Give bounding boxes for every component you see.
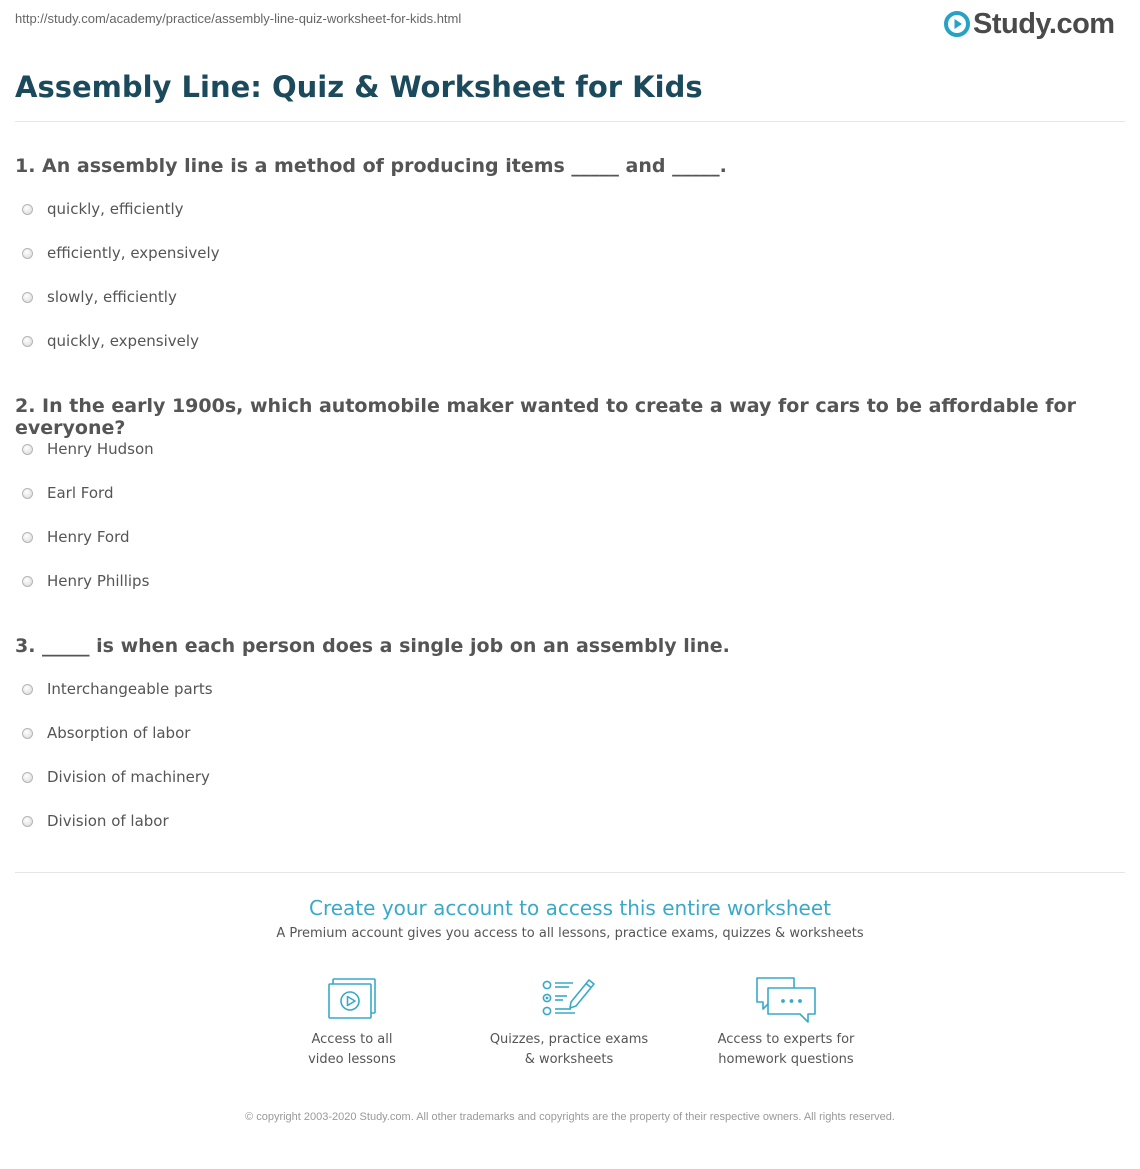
play-circle-icon bbox=[944, 11, 970, 37]
choice-1a[interactable] bbox=[22, 200, 184, 218]
choice-1c[interactable] bbox=[22, 288, 177, 306]
radio-button[interactable] bbox=[22, 816, 33, 827]
choice-2d[interactable] bbox=[22, 572, 149, 590]
choice-label: efficiently, expensively bbox=[47, 244, 220, 262]
choice-1b[interactable] bbox=[22, 244, 220, 262]
feature-label: Access to all video lessons bbox=[308, 1032, 396, 1067]
choice-label: Earl Ford bbox=[47, 484, 114, 502]
radio-button[interactable] bbox=[22, 444, 33, 455]
radio-button[interactable] bbox=[22, 292, 33, 303]
cta-divider bbox=[15, 872, 1125, 873]
choice-3b[interactable] bbox=[22, 724, 190, 742]
choice-label: Henry Hudson bbox=[47, 440, 154, 458]
choice-label: Division of machinery bbox=[47, 768, 210, 786]
choice-3c[interactable] bbox=[22, 768, 210, 786]
choice-3d[interactable] bbox=[22, 812, 169, 830]
copyright-text: © copyright 2003-2020 Study.com. All other trademarks and copyrights are the property of their respective owners. All rights reserved. bbox=[245, 1111, 895, 1123]
create-account-link[interactable]: Create your account to access this entire worksheet bbox=[309, 896, 831, 920]
choice-label: slowly, efficiently bbox=[47, 288, 177, 306]
radio-button[interactable] bbox=[22, 684, 33, 695]
feature-label: Access to experts for homework questions bbox=[717, 1032, 855, 1067]
radio-button[interactable] bbox=[22, 488, 33, 499]
question-1-text: 1. An assembly line is a method of producing items _____ and _____. bbox=[15, 155, 727, 177]
question-3-text: 3. _____ is when each person does a single job on an assembly line. bbox=[15, 635, 730, 657]
radio-button[interactable] bbox=[22, 772, 33, 783]
question-2-text: 2. In the early 1900s, which automobile maker wanted to create a way for cars to be affordable for everyone? bbox=[15, 395, 1076, 439]
choice-2b[interactable] bbox=[22, 484, 113, 502]
choice-label: Henry Phillips bbox=[47, 572, 150, 590]
radio-button[interactable] bbox=[22, 336, 33, 347]
radio-button[interactable] bbox=[22, 532, 33, 543]
choice-label: Division of labor bbox=[47, 812, 169, 830]
choice-label: quickly, expensively bbox=[47, 332, 199, 350]
feature-experts bbox=[686, 974, 886, 1070]
choice-label: Absorption of labor bbox=[47, 724, 191, 742]
choice-label: quickly, efficiently bbox=[47, 200, 184, 218]
title-divider bbox=[15, 121, 1125, 122]
radio-button[interactable] bbox=[22, 576, 33, 587]
feature-label: Quizzes, practice exams & worksheets bbox=[489, 1032, 649, 1067]
choice-label: Interchangeable parts bbox=[47, 680, 213, 698]
quiz-checklist-icon bbox=[541, 974, 597, 1020]
choice-2a[interactable] bbox=[22, 440, 154, 458]
footer bbox=[0, 1105, 1140, 1126]
radio-button[interactable] bbox=[22, 248, 33, 259]
logo-text: Study.com bbox=[973, 7, 1115, 40]
chat-bubbles-icon bbox=[754, 974, 818, 1026]
choice-1d[interactable] bbox=[22, 332, 199, 350]
page-url: http://study.com/academy/practice/assembly-line-quiz-worksheet-for-kids.html bbox=[15, 11, 462, 26]
radio-button[interactable] bbox=[22, 728, 33, 739]
page-title: Assembly Line: Quiz & Worksheet for Kids bbox=[15, 70, 703, 104]
premium-description: A Premium account gives you access to all lessons, practice exams, quizzes & worksheets bbox=[276, 926, 864, 941]
radio-button[interactable] bbox=[22, 204, 33, 215]
video-lessons-icon bbox=[327, 974, 377, 1020]
feature-quizzes bbox=[469, 974, 669, 1070]
study-logo[interactable] bbox=[944, 8, 1115, 40]
feature-video-lessons bbox=[252, 974, 452, 1070]
choice-2c[interactable] bbox=[22, 528, 130, 546]
choice-3a[interactable] bbox=[22, 680, 213, 698]
choice-label: Henry Ford bbox=[47, 528, 130, 546]
